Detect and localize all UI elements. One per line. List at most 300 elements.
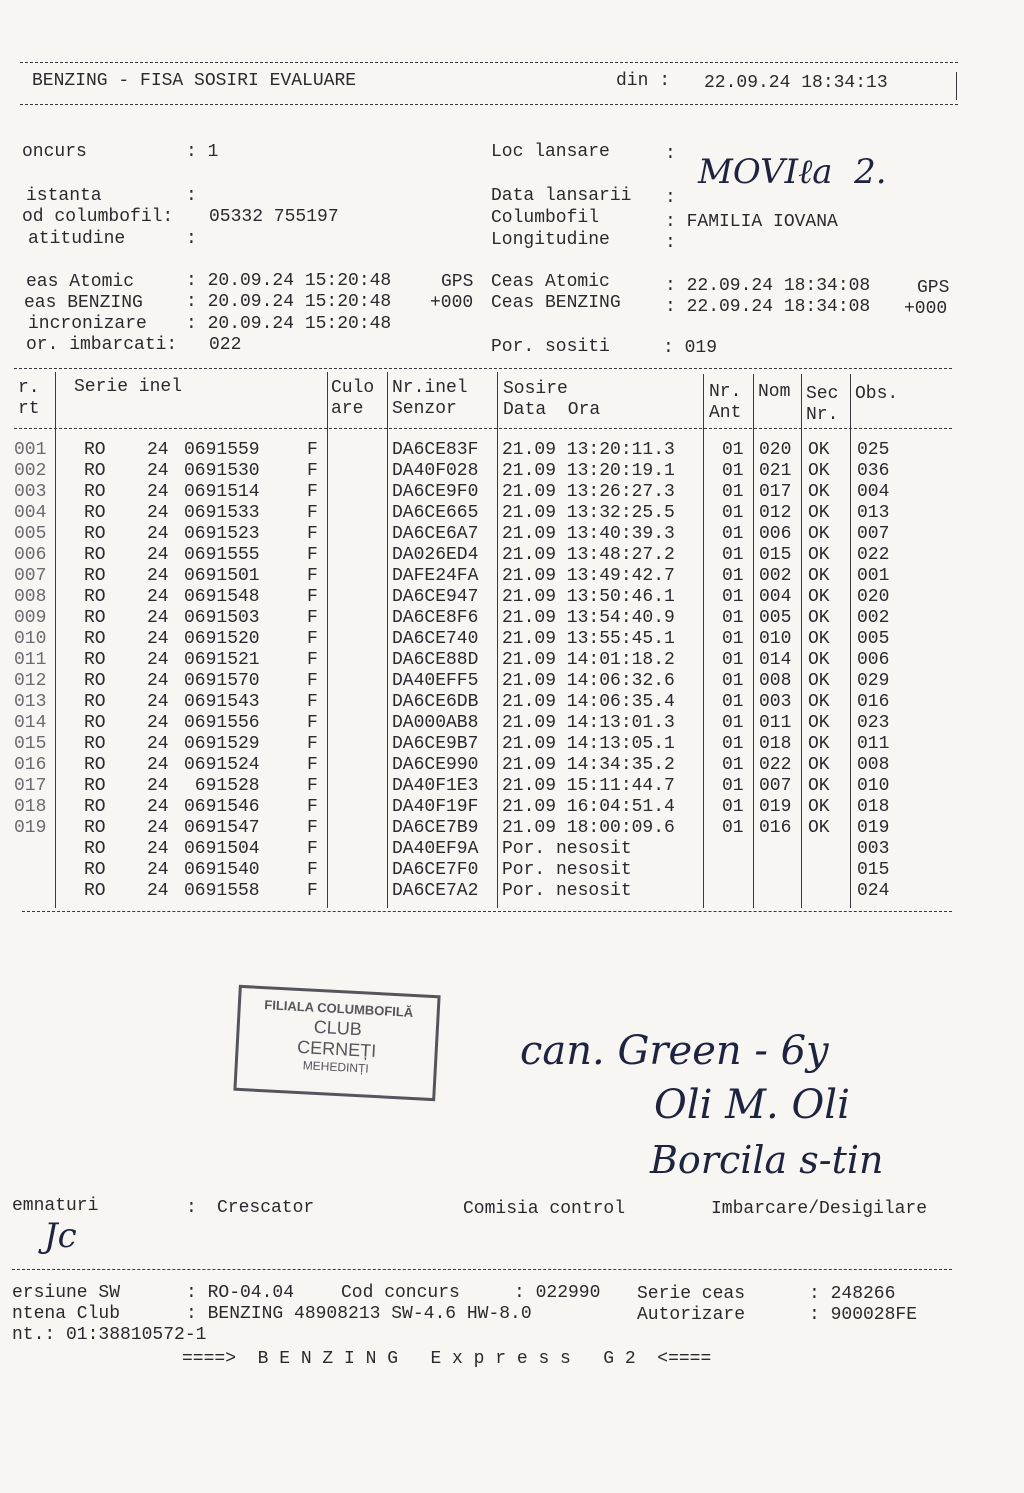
header-ant-line2: Ant bbox=[709, 403, 742, 423]
ceas-benzing-right-label: Ceas BENZING bbox=[491, 293, 621, 313]
sex: F bbox=[307, 692, 318, 712]
ceas-atomic-extra: GPS bbox=[441, 272, 474, 292]
sensor-id: DA6CE740 bbox=[392, 629, 479, 649]
stamp-line4: MEHEDINȚI bbox=[302, 1058, 370, 1076]
table-row bbox=[0, 755, 1024, 776]
arrival-time: 21.09 14:06:35.4 bbox=[502, 692, 675, 712]
ceas-benzing-label: eas BENZING bbox=[24, 293, 143, 313]
nom-number: 017 bbox=[759, 482, 792, 502]
arrival-time: 21.09 14:13:01.3 bbox=[502, 713, 675, 733]
country-code: RO bbox=[84, 524, 106, 544]
country-code: RO bbox=[84, 818, 106, 838]
sensor-id: DA6CE990 bbox=[392, 755, 479, 775]
sex: F bbox=[307, 671, 318, 691]
antenna-number: 01 bbox=[722, 797, 744, 817]
row-number: 006 bbox=[14, 545, 47, 565]
ring-year: 24 bbox=[147, 818, 169, 838]
country-code: RO bbox=[84, 503, 106, 523]
row-number: 015 bbox=[14, 734, 47, 754]
country-code: RO bbox=[84, 566, 106, 586]
ring-year: 24 bbox=[147, 839, 169, 859]
arrival-time: 21.09 14:34:35.2 bbox=[502, 755, 675, 775]
observation-number: 008 bbox=[857, 755, 890, 775]
row-number: 017 bbox=[14, 776, 47, 796]
row-number: 007 bbox=[14, 566, 47, 586]
ring-number: 0691533 bbox=[184, 503, 260, 523]
ring-number: 0691504 bbox=[184, 839, 260, 859]
security-status: OK bbox=[808, 566, 830, 586]
ceas-atomic-label: eas Atomic bbox=[26, 272, 135, 292]
serie-ceas-value: : 248266 bbox=[809, 1284, 896, 1304]
security-status: OK bbox=[808, 734, 830, 754]
ring-year: 24 bbox=[147, 545, 169, 565]
row-number: 019 bbox=[14, 818, 47, 838]
antenna-number: 01 bbox=[722, 524, 744, 544]
arrival-time: 21.09 13:54:40.9 bbox=[502, 608, 675, 628]
ring-number: 0691543 bbox=[184, 692, 260, 712]
security-status: OK bbox=[808, 524, 830, 544]
antenna-number: 01 bbox=[722, 755, 744, 775]
antena-value: : BENZING 48908213 SW-4.6 HW-8.0 bbox=[186, 1304, 532, 1324]
observation-number: 022 bbox=[857, 545, 890, 565]
antenna-number: 01 bbox=[722, 629, 744, 649]
nom-number: 008 bbox=[759, 671, 792, 691]
sensor-id: DA6CE9B7 bbox=[392, 734, 479, 754]
sensor-id: DA40EFF5 bbox=[392, 671, 479, 691]
antenna-number: 01 bbox=[722, 587, 744, 607]
row-number: 008 bbox=[14, 587, 47, 607]
comisia-label: Comisia control bbox=[463, 1199, 626, 1219]
row-number: 014 bbox=[14, 713, 47, 733]
row-number: 010 bbox=[14, 629, 47, 649]
sensor-id: DA6CE88D bbox=[392, 650, 479, 670]
table-header-rule bbox=[14, 428, 952, 429]
document-title: BENZING - FISA SOSIRI EVALUARE bbox=[32, 71, 357, 91]
country-code: RO bbox=[84, 755, 106, 775]
sex: F bbox=[307, 713, 318, 733]
ring-number: 0691547 bbox=[184, 818, 260, 838]
ring-number: 0691530 bbox=[184, 461, 260, 481]
security-status: OK bbox=[808, 503, 830, 523]
date-value: 22.09.24 18:34:13 bbox=[704, 73, 888, 93]
semnaturi-sep: : bbox=[186, 1198, 197, 1218]
observation-number: 023 bbox=[857, 713, 890, 733]
nom-number: 004 bbox=[759, 587, 792, 607]
country-code: RO bbox=[84, 797, 106, 817]
arrival-time: Por. nesosit bbox=[502, 839, 632, 859]
sex: F bbox=[307, 776, 318, 796]
ring-number: 0691546 bbox=[184, 797, 260, 817]
latitudine-label: atitudine bbox=[28, 229, 126, 249]
ring-number: 0691524 bbox=[184, 755, 260, 775]
country-code: RO bbox=[84, 839, 106, 859]
table-row bbox=[0, 713, 1024, 734]
header-nr-line1: r. bbox=[18, 378, 40, 398]
ring-year: 24 bbox=[147, 440, 169, 460]
table-row bbox=[0, 566, 1024, 587]
stamp-line1: FILIALA COLUMBOFILĂ bbox=[264, 997, 414, 1020]
longitudine-label: Longitudine bbox=[491, 230, 610, 250]
handwritten-note-2: Oli M. Oli bbox=[654, 1082, 850, 1128]
ring-number: 0691559 bbox=[184, 440, 260, 460]
security-status: OK bbox=[808, 671, 830, 691]
header-sosire-line1: Sosire bbox=[503, 379, 568, 399]
loc-handwritten: MOVIℓa 2. bbox=[698, 152, 887, 192]
sensor-id: DA40EF9A bbox=[392, 839, 479, 859]
nom-number: 012 bbox=[759, 503, 792, 523]
ring-number: 691528 bbox=[184, 776, 260, 796]
sex: F bbox=[307, 629, 318, 649]
table-row bbox=[0, 734, 1024, 755]
observation-number: 036 bbox=[857, 461, 890, 481]
observation-number: 024 bbox=[857, 881, 890, 901]
ring-number: 0691555 bbox=[184, 545, 260, 565]
ring-year: 24 bbox=[147, 587, 169, 607]
ceas-atomic-right-extra: GPS bbox=[917, 278, 950, 298]
country-code: RO bbox=[84, 545, 106, 565]
cod-columbofil-value: 05332 755197 bbox=[209, 207, 339, 227]
nom-number: 021 bbox=[759, 461, 792, 481]
nom-number: 014 bbox=[759, 650, 792, 670]
antenna-number: 01 bbox=[722, 734, 744, 754]
distanta-label: istanta bbox=[26, 186, 102, 206]
ceas-atomic-value: : 20.09.24 15:20:48 bbox=[186, 271, 392, 291]
ring-year: 24 bbox=[147, 671, 169, 691]
security-status: OK bbox=[808, 629, 830, 649]
crescator-label: Crescator bbox=[217, 1198, 315, 1218]
loc-label: Loc lansare bbox=[491, 142, 610, 162]
sensor-id: DA6CE8F6 bbox=[392, 608, 479, 628]
ceas-benzing-right-value: : 22.09.24 18:34:08 bbox=[665, 297, 871, 317]
security-status: OK bbox=[808, 440, 830, 460]
table-row bbox=[0, 461, 1024, 482]
ring-year: 24 bbox=[147, 881, 169, 901]
arrival-time: 21.09 13:26:27.3 bbox=[502, 482, 675, 502]
ring-year: 24 bbox=[147, 692, 169, 712]
sex: F bbox=[307, 587, 318, 607]
header-right-bar bbox=[956, 72, 957, 100]
observation-number: 007 bbox=[857, 524, 890, 544]
sensor-id: DA6CE83F bbox=[392, 440, 479, 460]
observation-number: 013 bbox=[857, 503, 890, 523]
sex: F bbox=[307, 839, 318, 859]
nom-number: 019 bbox=[759, 797, 792, 817]
sensor-id: DA6CE9F0 bbox=[392, 482, 479, 502]
observation-number: 015 bbox=[857, 860, 890, 880]
sex: F bbox=[307, 503, 318, 523]
table-row bbox=[0, 671, 1024, 692]
arrival-time: 21.09 16:04:51.4 bbox=[502, 797, 675, 817]
antenna-number: 01 bbox=[722, 692, 744, 712]
antenna-number: 01 bbox=[722, 482, 744, 502]
security-status: OK bbox=[808, 797, 830, 817]
ring-number: 0691556 bbox=[184, 713, 260, 733]
observation-number: 020 bbox=[857, 587, 890, 607]
table-row bbox=[0, 692, 1024, 713]
nom-number: 022 bbox=[759, 755, 792, 775]
table-row bbox=[0, 839, 1024, 860]
header-culoare-line2: are bbox=[331, 399, 364, 419]
antenna-number: 01 bbox=[722, 461, 744, 481]
antenna-number: 01 bbox=[722, 608, 744, 628]
table-row bbox=[0, 881, 1024, 902]
country-code: RO bbox=[84, 713, 106, 733]
breeder-signature: Jc bbox=[44, 1216, 77, 1256]
security-status: OK bbox=[808, 545, 830, 565]
ring-year: 24 bbox=[147, 650, 169, 670]
observation-number: 001 bbox=[857, 566, 890, 586]
nom-number: 005 bbox=[759, 608, 792, 628]
observation-number: 016 bbox=[857, 692, 890, 712]
ring-year: 24 bbox=[147, 566, 169, 586]
header-nom: Nom bbox=[758, 382, 791, 402]
table-row bbox=[0, 545, 1024, 566]
row-number: 013 bbox=[14, 692, 47, 712]
semnaturi-label: emnaturi bbox=[12, 1196, 99, 1216]
header-nr-line2: rt bbox=[18, 399, 40, 419]
table-row bbox=[0, 440, 1024, 461]
security-status: OK bbox=[808, 587, 830, 607]
cod-columbofil-label: od columbofil: bbox=[22, 207, 174, 227]
arrival-time: 21.09 13:49:42.7 bbox=[502, 566, 675, 586]
ceas-atomic-right-value: : 22.09.24 18:34:08 bbox=[665, 276, 871, 296]
country-code: RO bbox=[84, 692, 106, 712]
sensor-id: DA40F19F bbox=[392, 797, 479, 817]
sensor-id: DA6CE6A7 bbox=[392, 524, 479, 544]
nom-number: 010 bbox=[759, 629, 792, 649]
country-code: RO bbox=[84, 776, 106, 796]
row-number: 009 bbox=[14, 608, 47, 628]
ring-year: 24 bbox=[147, 524, 169, 544]
data-lansarii-sep: : bbox=[665, 188, 676, 208]
ring-number: 0691570 bbox=[184, 671, 260, 691]
ring-year: 24 bbox=[147, 776, 169, 796]
sensor-id: DA6CE6DB bbox=[392, 692, 479, 712]
serie-ceas-label: Serie ceas bbox=[637, 1284, 746, 1304]
distanta-sep: : bbox=[186, 186, 197, 206]
ring-number: 0691514 bbox=[184, 482, 260, 502]
nom-number: 020 bbox=[759, 440, 792, 460]
header-sec-line2: Nr. bbox=[806, 405, 839, 425]
observation-number: 029 bbox=[857, 671, 890, 691]
ring-number: 0691548 bbox=[184, 587, 260, 607]
autorizare-label: Autorizare bbox=[637, 1305, 746, 1325]
concurs-label: oncurs bbox=[22, 142, 87, 162]
table-row bbox=[0, 776, 1024, 797]
ring-year: 24 bbox=[147, 755, 169, 775]
nom-number: 007 bbox=[759, 776, 792, 796]
antenna-number: 01 bbox=[722, 818, 744, 838]
autorizare-value: : 900028FE bbox=[809, 1305, 918, 1325]
arrival-time: Por. nesosit bbox=[502, 860, 632, 880]
antenna-number: 01 bbox=[722, 776, 744, 796]
sex: F bbox=[307, 461, 318, 481]
ring-number: 0691520 bbox=[184, 629, 260, 649]
columbofil-label: Columbofil bbox=[491, 208, 600, 228]
country-code: RO bbox=[84, 629, 106, 649]
security-status: OK bbox=[808, 692, 830, 712]
sensor-id: DAFE24FA bbox=[392, 566, 479, 586]
security-status: OK bbox=[808, 776, 830, 796]
header-ant-line1: Nr. bbox=[709, 382, 742, 402]
porumbei-imbarcati-value: 022 bbox=[209, 335, 242, 355]
nom-number: 002 bbox=[759, 566, 792, 586]
observation-number: 005 bbox=[857, 629, 890, 649]
ring-year: 24 bbox=[147, 503, 169, 523]
ceas-atomic-right-label: Ceas Atomic bbox=[491, 272, 610, 292]
ring-year: 24 bbox=[147, 461, 169, 481]
sensor-id: DA6CE665 bbox=[392, 503, 479, 523]
longitudine-sep: : bbox=[665, 233, 676, 253]
sincronizare-label: incronizare bbox=[28, 314, 147, 334]
antena-label: ntena Club bbox=[12, 1304, 121, 1324]
sensor-id: DA6CE7A2 bbox=[392, 881, 479, 901]
nom-number: 006 bbox=[759, 524, 792, 544]
ring-number: 0691521 bbox=[184, 650, 260, 670]
ring-number: 0691523 bbox=[184, 524, 260, 544]
table-row bbox=[0, 860, 1024, 881]
sensor-id: DA6CE7B9 bbox=[392, 818, 479, 838]
table-row bbox=[0, 482, 1024, 503]
country-code: RO bbox=[84, 461, 106, 481]
sex: F bbox=[307, 545, 318, 565]
ring-year: 24 bbox=[147, 860, 169, 880]
security-status: OK bbox=[808, 755, 830, 775]
sensor-id: DA40F1E3 bbox=[392, 776, 479, 796]
country-code: RO bbox=[84, 860, 106, 880]
table-row bbox=[0, 797, 1024, 818]
sex: F bbox=[307, 566, 318, 586]
data-lansarii-label: Data lansarii bbox=[491, 186, 632, 206]
arrival-time: 21.09 15:11:44.7 bbox=[502, 776, 675, 796]
ring-number: 0691529 bbox=[184, 734, 260, 754]
handwritten-note-3: Borcila s-tin bbox=[650, 1138, 884, 1182]
sex: F bbox=[307, 482, 318, 502]
security-status: OK bbox=[808, 818, 830, 838]
ceas-benzing-extra: +000 bbox=[430, 293, 474, 313]
porumbei-imbarcati-label: or. imbarcati: bbox=[26, 335, 178, 355]
row-number: 005 bbox=[14, 524, 47, 544]
concurs-value: : 1 bbox=[186, 142, 219, 162]
header-sec-line1: Sec bbox=[806, 384, 839, 404]
header-top-rule bbox=[20, 62, 958, 63]
observation-number: 025 bbox=[857, 440, 890, 460]
observation-number: 003 bbox=[857, 839, 890, 859]
sex: F bbox=[307, 734, 318, 754]
header-serie-inel: Serie inel bbox=[74, 377, 183, 397]
ceas-benzing-value: : 20.09.24 15:20:48 bbox=[186, 292, 392, 312]
table-row bbox=[0, 587, 1024, 608]
sensor-id: DA6CE947 bbox=[392, 587, 479, 607]
header-culoare-line1: Culo bbox=[331, 378, 375, 398]
latitudine-sep: : bbox=[186, 229, 197, 249]
antena-id: nt.: 01:38810572-1 bbox=[12, 1325, 207, 1345]
country-code: RO bbox=[84, 482, 106, 502]
arrival-time: 21.09 14:01:18.2 bbox=[502, 650, 675, 670]
country-code: RO bbox=[84, 734, 106, 754]
security-status: OK bbox=[808, 461, 830, 481]
row-number: 003 bbox=[14, 482, 47, 502]
observation-number: 018 bbox=[857, 797, 890, 817]
antenna-number: 01 bbox=[722, 545, 744, 565]
security-status: OK bbox=[808, 608, 830, 628]
table-top-rule bbox=[14, 368, 952, 369]
loc-sep: : bbox=[665, 144, 676, 164]
row-number: 018 bbox=[14, 797, 47, 817]
observation-number: 006 bbox=[857, 650, 890, 670]
ring-number: 0691540 bbox=[184, 860, 260, 880]
benzing-brand-line: ====> B E N Z I N G E x p r e s s G 2 <==== bbox=[182, 1349, 712, 1369]
country-code: RO bbox=[84, 608, 106, 628]
row-number: 016 bbox=[14, 755, 47, 775]
table-row bbox=[0, 650, 1024, 671]
header-obs: Obs. bbox=[855, 384, 899, 404]
antenna-number: 01 bbox=[722, 650, 744, 670]
ring-year: 24 bbox=[147, 482, 169, 502]
ring-year: 24 bbox=[147, 797, 169, 817]
row-number: 004 bbox=[14, 503, 47, 523]
arrival-time: 21.09 13:50:46.1 bbox=[502, 587, 675, 607]
sensor-id: DA40F028 bbox=[392, 461, 479, 481]
table-row bbox=[0, 629, 1024, 650]
country-code: RO bbox=[84, 440, 106, 460]
stamp-line3: CERNEȚI bbox=[296, 1036, 377, 1062]
arrival-time: 21.09 14:06:32.6 bbox=[502, 671, 675, 691]
row-number: 001 bbox=[14, 440, 47, 460]
sex: F bbox=[307, 818, 318, 838]
header-inel-line1: Nr.inel bbox=[392, 378, 468, 398]
sincronizare-value: : 20.09.24 15:20:48 bbox=[186, 314, 392, 334]
arrival-time: 21.09 18:00:09.6 bbox=[502, 818, 675, 838]
ring-year: 24 bbox=[147, 608, 169, 628]
ring-year: 24 bbox=[147, 713, 169, 733]
ring-number: 0691503 bbox=[184, 608, 260, 628]
arrival-time: 21.09 14:13:05.1 bbox=[502, 734, 675, 754]
handwritten-note-1: can. Green - 6y bbox=[520, 1028, 829, 1074]
table-row bbox=[0, 524, 1024, 545]
sensor-id: DA6CE7F0 bbox=[392, 860, 479, 880]
security-status: OK bbox=[808, 482, 830, 502]
antenna-number: 01 bbox=[722, 440, 744, 460]
header-inel-line2: Senzor bbox=[392, 399, 457, 419]
cod-concurs-value: : 022990 bbox=[514, 1283, 601, 1303]
sensor-id: DA000AB8 bbox=[392, 713, 479, 733]
country-code: RO bbox=[84, 587, 106, 607]
stamp-line2: CLUB bbox=[313, 1016, 363, 1040]
table-bottom-rule bbox=[22, 911, 952, 912]
sex: F bbox=[307, 797, 318, 817]
country-code: RO bbox=[84, 881, 106, 901]
versiune-label: ersiune SW bbox=[12, 1283, 121, 1303]
sex: F bbox=[307, 524, 318, 544]
sex: F bbox=[307, 440, 318, 460]
arrival-time: 21.09 13:20:19.1 bbox=[502, 461, 675, 481]
arrival-time: Por. nesosit bbox=[502, 881, 632, 901]
antenna-number: 01 bbox=[722, 671, 744, 691]
security-status: OK bbox=[808, 713, 830, 733]
sex: F bbox=[307, 881, 318, 901]
sensor-id: DA026ED4 bbox=[392, 545, 479, 565]
header-bottom-rule bbox=[20, 104, 958, 105]
sex: F bbox=[307, 860, 318, 880]
table-row bbox=[0, 503, 1024, 524]
antenna-number: 01 bbox=[722, 503, 744, 523]
footer-top-rule bbox=[12, 1269, 952, 1270]
security-status: OK bbox=[808, 650, 830, 670]
arrival-time: 21.09 13:48:27.2 bbox=[502, 545, 675, 565]
observation-number: 019 bbox=[857, 818, 890, 838]
observation-number: 002 bbox=[857, 608, 890, 628]
